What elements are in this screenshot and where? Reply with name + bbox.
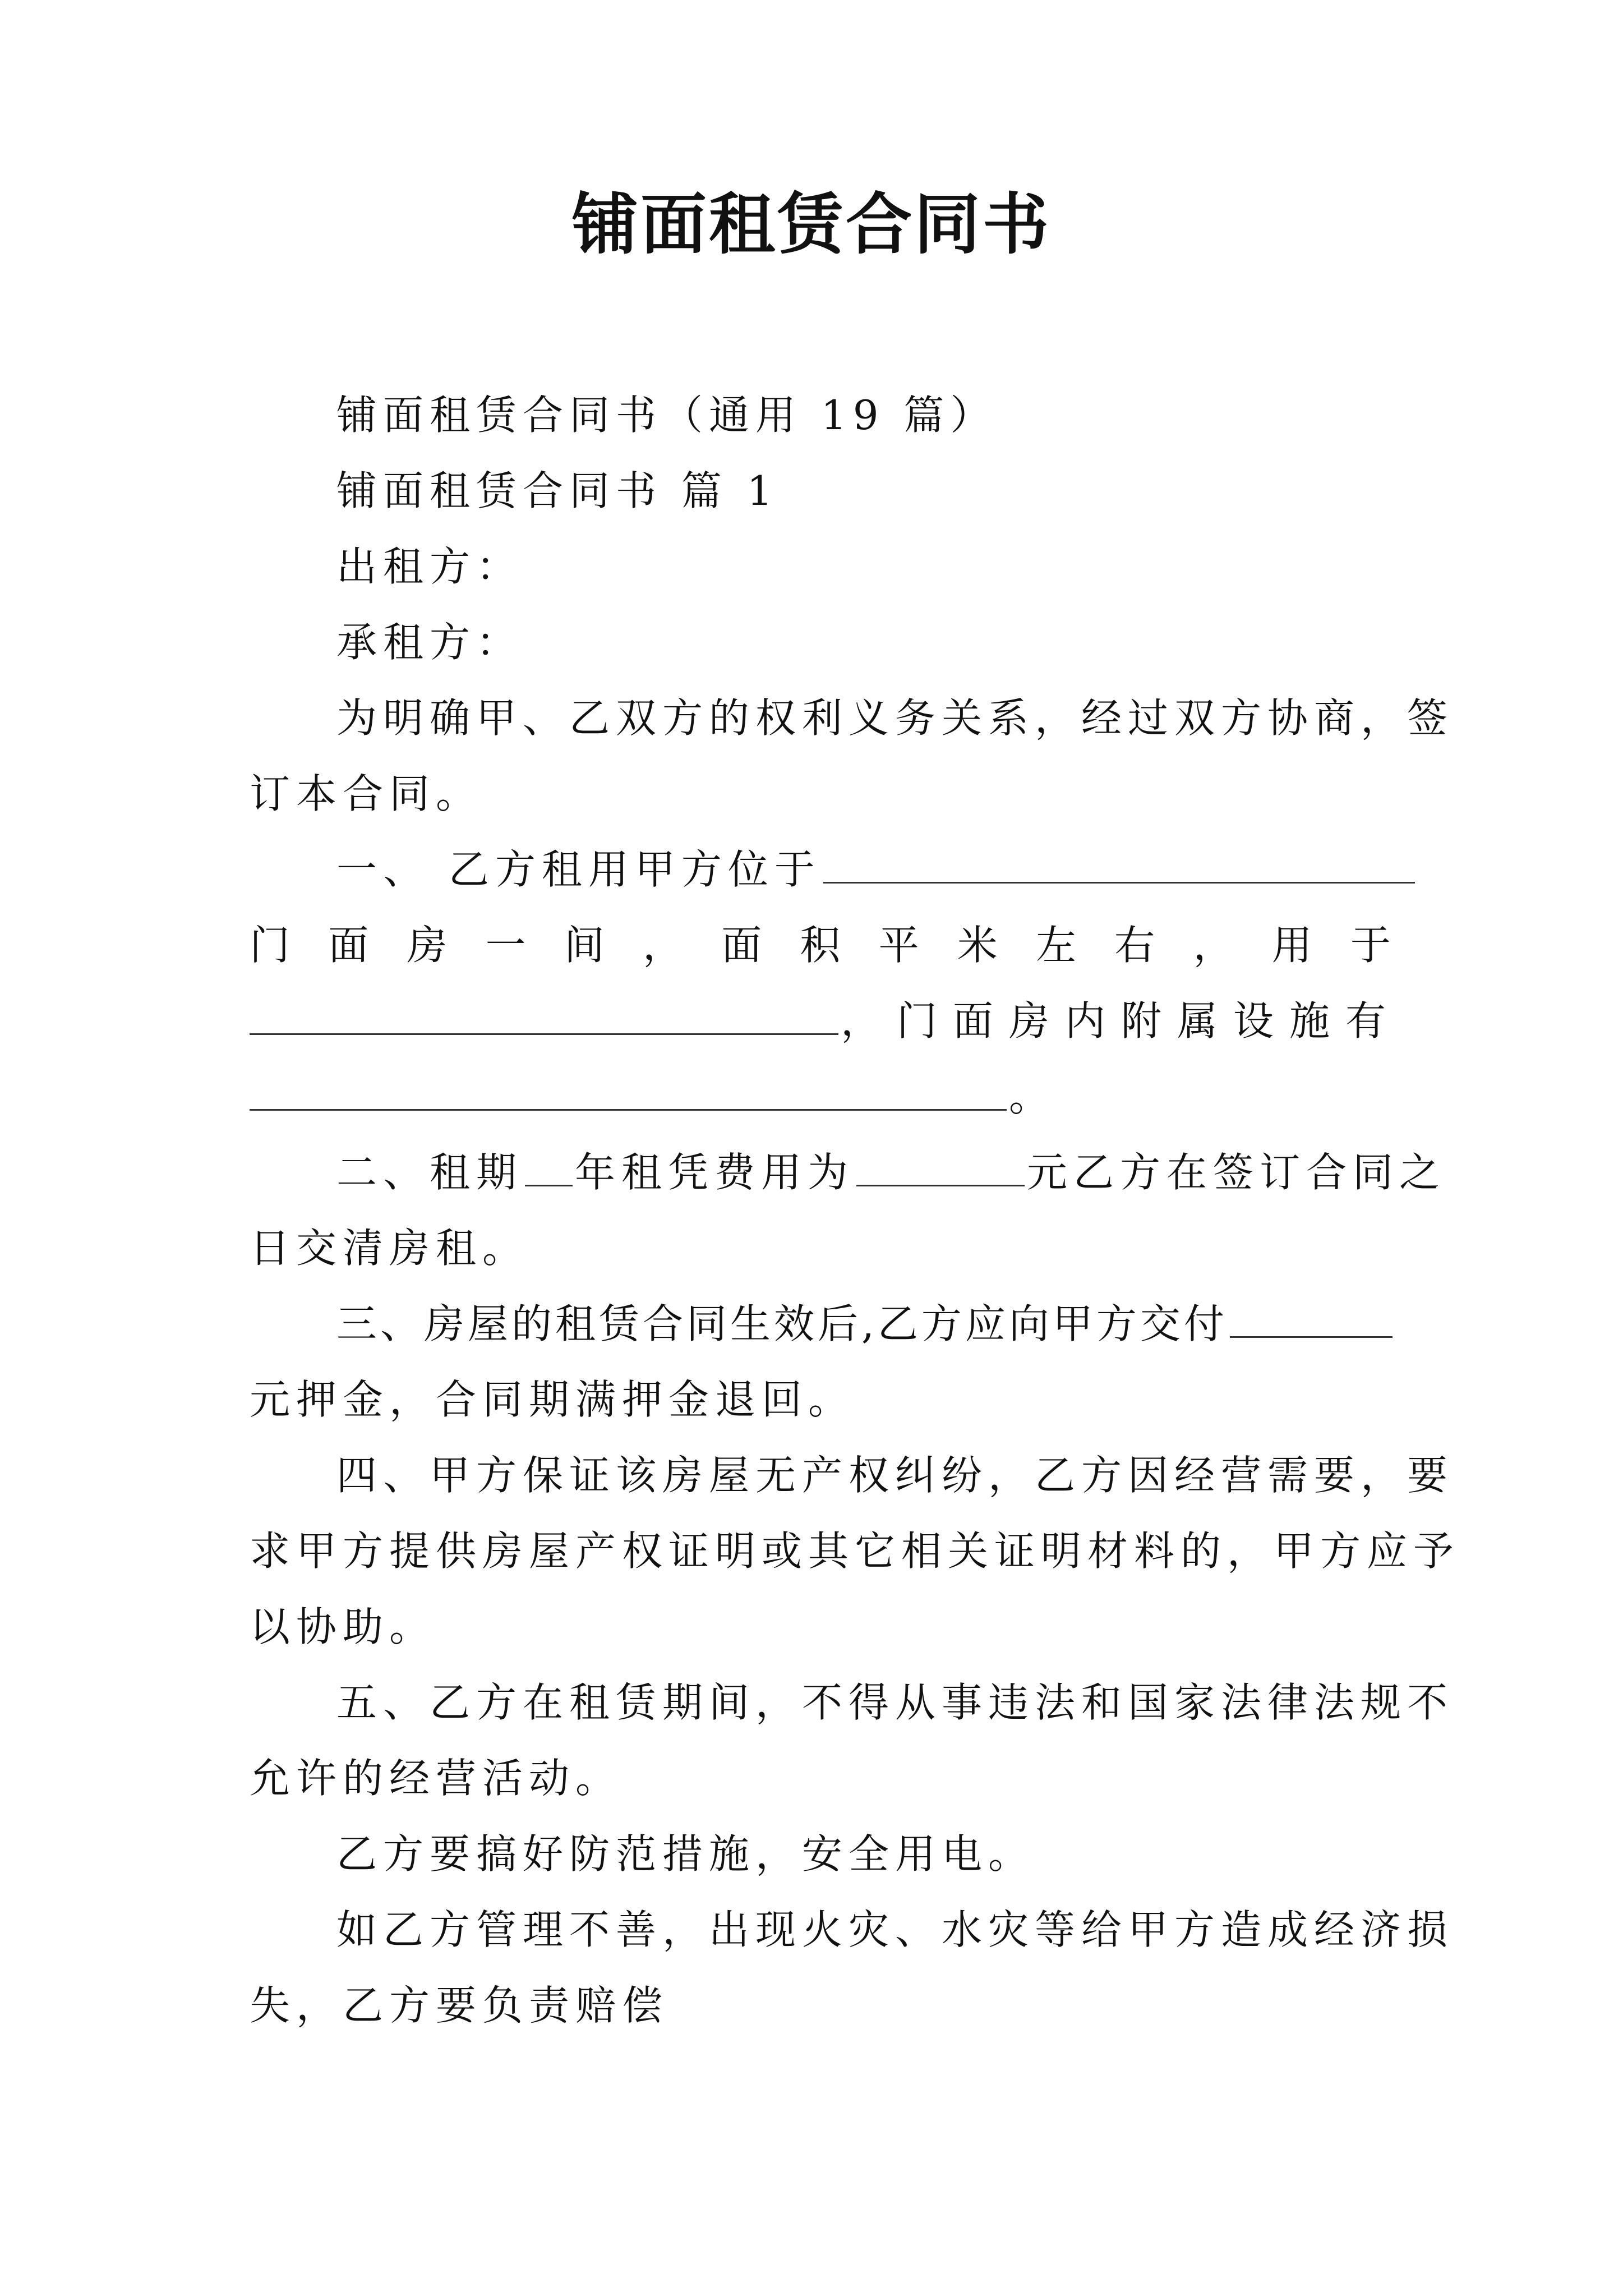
clause-2-text-1: 二、租期 (336, 1149, 523, 1196)
clause-1-line-2 (250, 917, 1391, 973)
subtitle-line: 铺面租赁合同书（通用 19 篇） (336, 392, 997, 439)
char: 用 (1271, 922, 1312, 969)
char: ， (1193, 922, 1234, 969)
clause-2-line-2: 日交清房租。 (250, 1225, 529, 1272)
char: ， (643, 922, 684, 969)
liability-line-1: 如乙方管理不善，出现火灾、水灾等给甲方造成经济损 (336, 1906, 1454, 1953)
period-mark: 。 (1009, 1073, 1056, 1120)
clause-2-text-3: 元乙方在签订合同之 (1027, 1149, 1446, 1196)
clause-4-line-2: 求甲方提供房屋产权证明或其它相关证明材料的，甲方应予 (250, 1527, 1460, 1575)
char: 门 (250, 922, 291, 969)
term-blank (525, 1145, 573, 1186)
clause-5-line-2: 允许的经营活动。 (250, 1755, 623, 1802)
clause-3-text: 三、房屋的租赁合同生效后,乙方应向甲方交付 (336, 1300, 1228, 1347)
clause-4-line-3: 以协助。 (250, 1603, 436, 1650)
clause-2-line-1 (336, 1144, 1446, 1200)
char: 面 (721, 922, 762, 969)
char: 右 (1114, 922, 1155, 969)
facilities-text: ，门面房内附属设施有 (841, 997, 1402, 1045)
facilities-blank (250, 1070, 1007, 1111)
char: 左 (1036, 922, 1077, 969)
usage-blank (250, 994, 838, 1035)
clause-1-line-4 (250, 1069, 1055, 1125)
section-heading: 铺面租赁合同书 篇 1 (336, 467, 779, 514)
clause-3-line-1 (336, 1296, 1395, 1352)
lessor-label: 出租方： (336, 543, 523, 590)
clause-1-line-3 (250, 993, 1401, 1049)
safety-line: 乙方要搞好防范措施，安全用电。 (336, 1830, 1035, 1878)
clause-1-text: 一、 乙方租用甲方位于 (336, 846, 821, 893)
char: 积 (800, 922, 841, 969)
char: 间 (564, 922, 605, 969)
clause-1-line-1 (336, 841, 1417, 898)
liability-line-2: 失，乙方要负责赔偿 (250, 1982, 669, 2029)
char: 一 (485, 922, 526, 969)
clause-4-line-1: 四、甲方保证该房屋无产权纠纷，乙方因经营需要，要 (336, 1452, 1454, 1499)
lessee-label: 承租方： (336, 619, 523, 666)
clause-5-line-1: 五、乙方在租赁期间，不得从事违法和国家法律法规不 (336, 1679, 1454, 1726)
document-title: 铺面租赁合同书 (571, 185, 1051, 263)
location-blank (823, 843, 1415, 884)
char: 于 (1350, 922, 1391, 969)
intro-line-2: 订本合同。 (250, 770, 483, 817)
char: 面 (328, 922, 369, 969)
char: 米 (957, 922, 998, 969)
clause-2-text-2: 年租凭费用为 (575, 1149, 855, 1196)
deposit-blank (1230, 1297, 1393, 1338)
intro-line-1: 为明确甲、乙双方的权利义务关系，经过双方协商，签 (336, 694, 1454, 742)
rent-blank (856, 1145, 1025, 1186)
char: 房 (407, 922, 448, 969)
char: 平 (878, 922, 919, 969)
clause-3-line-2: 元押金，合同期满押金退回。 (250, 1376, 855, 1423)
